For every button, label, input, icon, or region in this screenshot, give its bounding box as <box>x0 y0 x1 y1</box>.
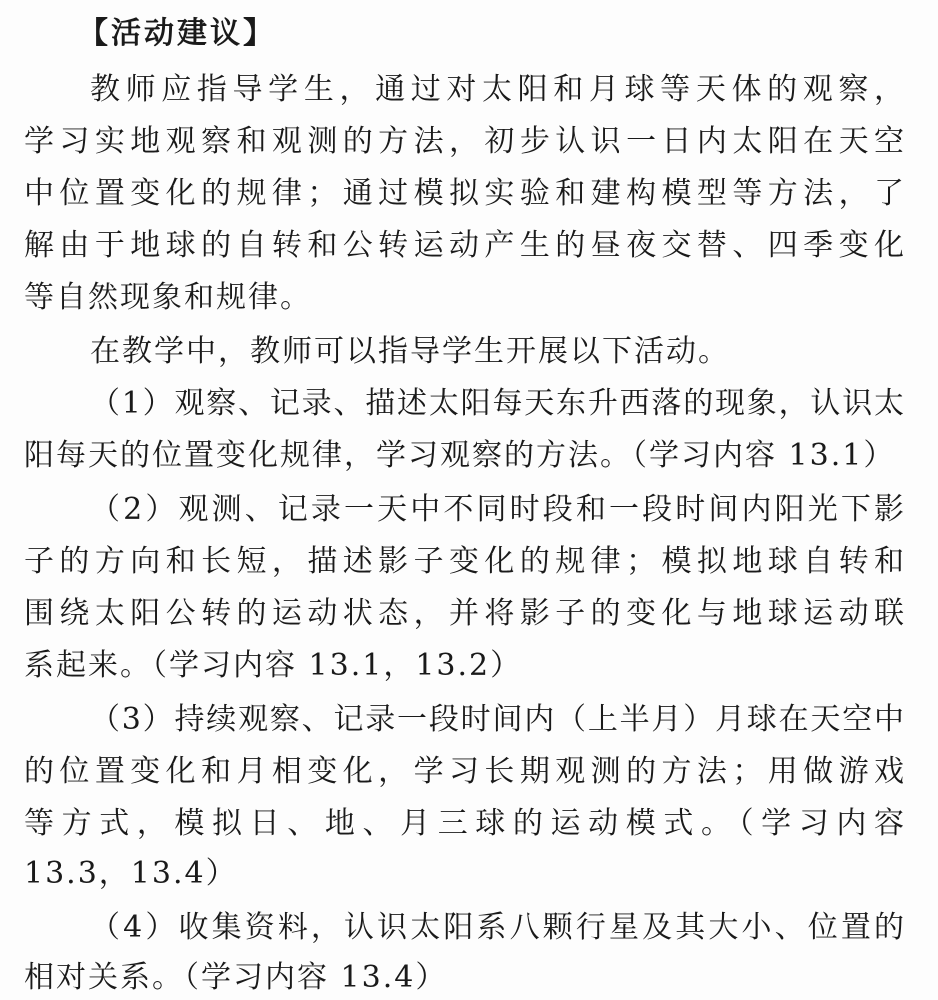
paragraph-2-line-1: 在教学中，教师可以指导学生开展以下活动。 <box>90 334 730 369</box>
activity-4-line-2: 相对关系。（学习内容 13.4） <box>24 960 448 995</box>
paragraph-1-line-5: 等自然现象和规律。 <box>24 280 312 315</box>
paragraph-1-line-3: 中位置变化的规律；通过模拟实验和建构模型等方法，了 <box>24 176 904 211</box>
paragraph-1-line-4: 解由于地球的自转和公转运动产生的昼夜交替、四季变化 <box>24 228 904 263</box>
activity-4-line-1: （4）收集资料，认识太阳系八颗行星及其大小、位置的 <box>90 910 904 945</box>
activity-3-line-2: 的位置变化和月相变化，学习长期观测的方法；用做游戏 <box>24 754 904 789</box>
activity-3-line-1: （3）持续观察、记录一段时间内（上半月）月球在天空中 <box>90 702 904 737</box>
activity-2-line-2: 子的方向和长短，描述影子变化的规律；模拟地球自转和 <box>24 544 904 579</box>
paragraph-1-line-1: 教师应指导学生，通过对太阳和月球等天体的观察， <box>90 72 904 107</box>
activity-1-line-1: （1）观察、记录、描述太阳每天东升西落的现象，认识太 <box>90 386 904 421</box>
activity-2-line-4: 系起来。（学习内容 13.1，13.2） <box>24 648 523 683</box>
activity-1-line-2: 阳每天的位置变化规律，学习观察的方法。（学习内容 13.1） <box>24 438 896 473</box>
section-heading: 【活动建议】 <box>78 16 276 51</box>
activity-2-line-1: （2）观测、记录一天中不同时段和一段时间内阳光下影 <box>90 492 904 527</box>
activity-3-line-3: 等方式，模拟日、地、月三球的运动模式。（学习内容 <box>24 806 904 841</box>
activity-2-line-3: 围绕太阳公转的运动状态，并将影子的变化与地球运动联 <box>24 596 904 631</box>
activity-3-line-4: 13.3，13.4） <box>24 856 238 891</box>
paragraph-1-line-2: 学习实地观察和观测的方法，初步认识一日内太阳在天空 <box>24 124 904 159</box>
